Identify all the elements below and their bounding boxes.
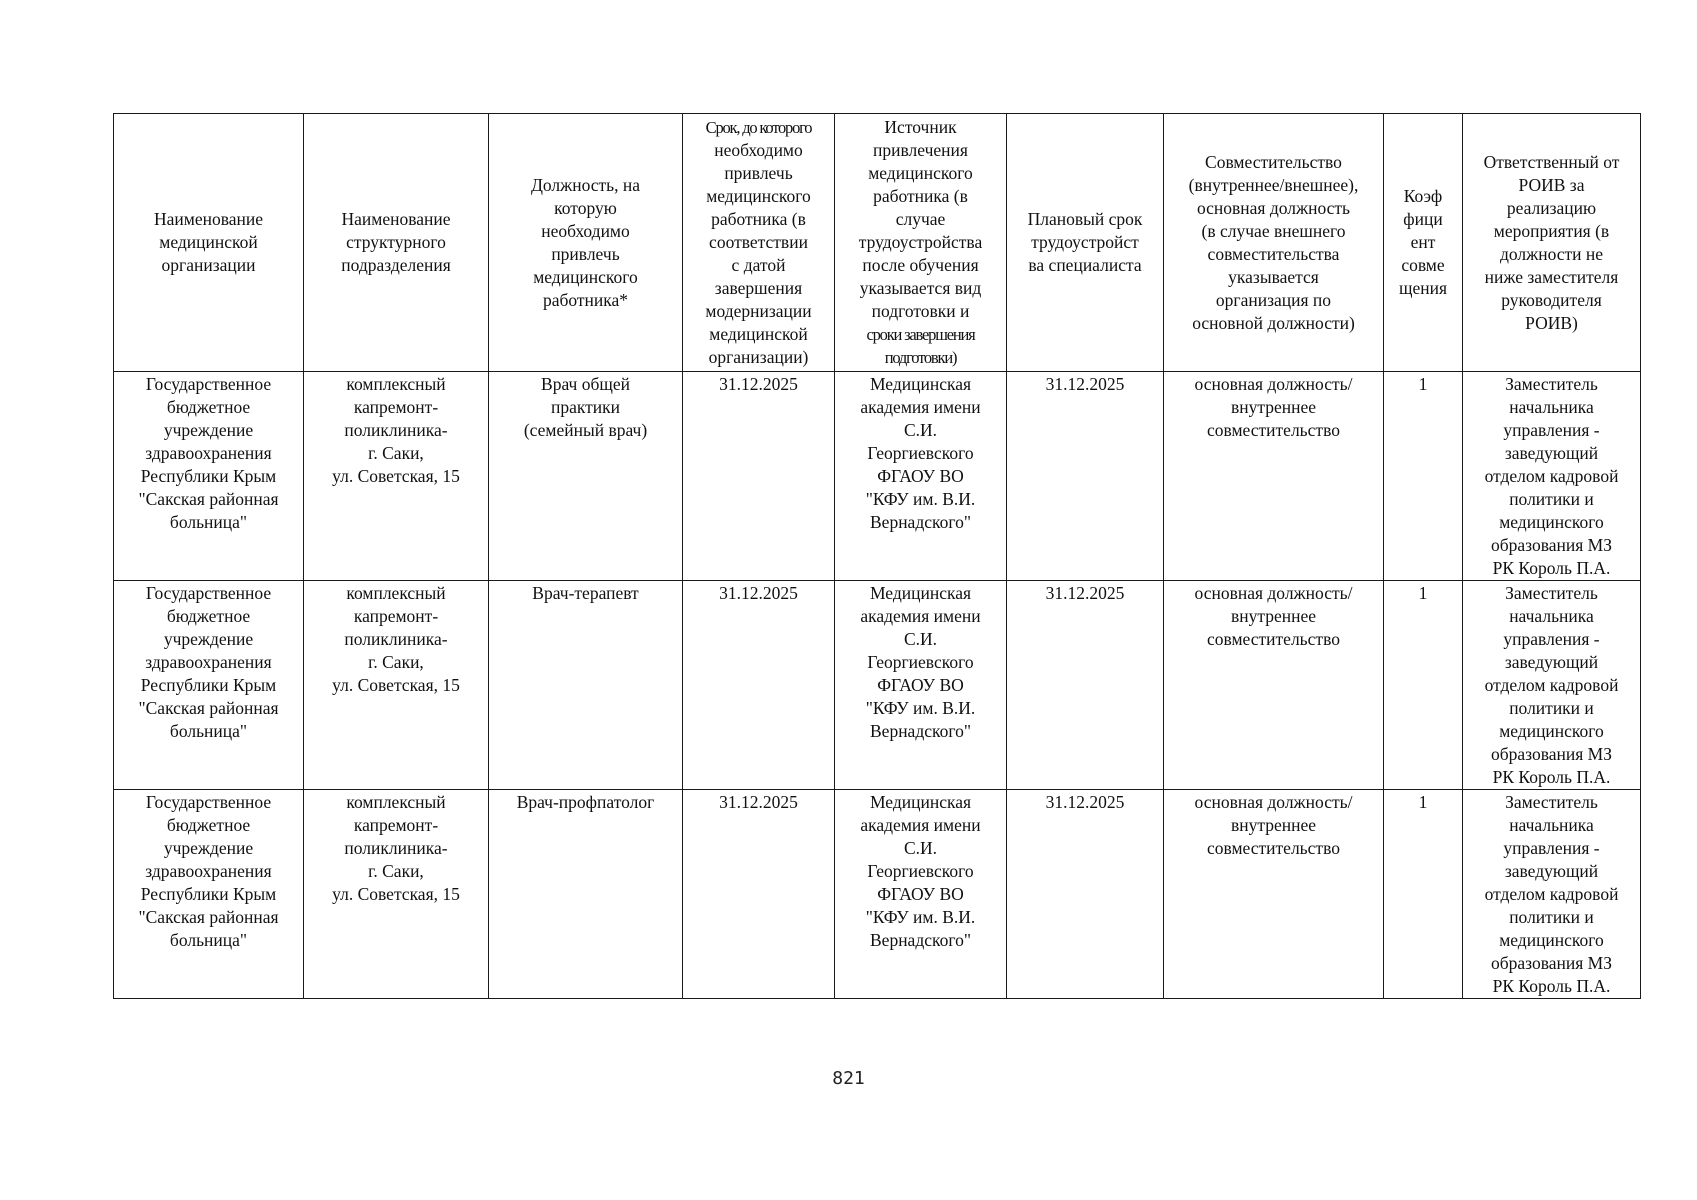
cell-deadline: 31.12.2025 xyxy=(683,372,835,581)
header-coefficient: Коэф фици ент совме щения xyxy=(1384,114,1463,372)
header-planned-date: Плановый срок трудоустройст ва специалиста xyxy=(1007,114,1164,372)
cell-coefficient: 1 xyxy=(1384,372,1463,581)
cell-combination: основная должность/ внутреннее совместительство xyxy=(1164,581,1384,790)
table-row xyxy=(114,581,1641,790)
cell-subdivision: комплексный капремонт- поликлиника- г. Саки, ул. Советская, 15 xyxy=(304,581,489,790)
cell-source: Медицинская академия имени С.И. Георгиевского ФГАОУ ВО "КФУ им. В.И. Вернадского" xyxy=(835,372,1007,581)
header-responsible: Ответственный от РОИВ за реализацию мероприятия (в должности не ниже заместителя руководителя РОИВ) xyxy=(1463,114,1641,372)
cell-subdivision: комплексный капремонт- поликлиника- г. Саки, ул. Советская, 15 xyxy=(304,790,489,999)
header-deadline-condensed: Срок, до которого xyxy=(705,118,812,137)
cell-planned-date: 31.12.2025 xyxy=(1007,581,1164,790)
cell-coefficient: 1 xyxy=(1384,581,1463,790)
cell-planned-date: 31.12.2025 xyxy=(1007,790,1164,999)
cell-organization: Государственное бюджетное учреждение здравоохранения Республики Крым "Сакская районная больница" xyxy=(114,790,304,999)
cell-source: Медицинская академия имени С.И. Георгиевского ФГАОУ ВО "КФУ им. В.И. Вернадского" xyxy=(835,790,1007,999)
header-subdivision: Наименование структурного подразделения xyxy=(304,114,489,372)
cell-combination: основная должность/ внутреннее совместительство xyxy=(1164,790,1384,999)
header-source-text: Источник привлечения медицинского работника (в случае трудоустройства после обучения указывается вид подготовки и xyxy=(858,117,983,321)
cell-responsible: Заместитель начальника управления - заведующий отделом кадровой политики и медицинского образования МЗ РК Король П.А. xyxy=(1463,581,1641,790)
cell-deadline: 31.12.2025 xyxy=(683,581,835,790)
header-source-condensed: сроки завершения подготовки) xyxy=(866,325,975,367)
header-deadline xyxy=(683,114,835,372)
cell-coefficient: 1 xyxy=(1384,790,1463,999)
header-organization: Наименование медицинской организации xyxy=(114,114,304,372)
staffing-table xyxy=(113,113,1641,999)
cell-organization: Государственное бюджетное учреждение здравоохранения Республики Крым "Сакская районная больница" xyxy=(114,581,304,790)
header-row xyxy=(114,114,1641,372)
cell-planned-date: 31.12.2025 xyxy=(1007,372,1164,581)
cell-deadline: 31.12.2025 xyxy=(683,790,835,999)
header-position: Должность, на которую необходимо привлечь медицинского работника* xyxy=(489,114,683,372)
cell-source: Медицинская академия имени С.И. Георгиевского ФГАОУ ВО "КФУ им. В.И. Вернадского" xyxy=(835,581,1007,790)
cell-combination: основная должность/ внутреннее совместительство xyxy=(1164,372,1384,581)
cell-responsible: Заместитель начальника управления - заведующий отделом кадровой политики и медицинского образования МЗ РК Король П.А. xyxy=(1463,790,1641,999)
cell-position: Врач-профпатолог xyxy=(489,790,683,999)
table-row xyxy=(114,372,1641,581)
cell-responsible: Заместитель начальника управления - заведующий отделом кадровой политики и медицинского образования МЗ РК Король П.А. xyxy=(1463,372,1641,581)
cell-subdivision: комплексный капремонт- поликлиника- г. Саки, ул. Советская, 15 xyxy=(304,372,489,581)
table-row xyxy=(114,790,1641,999)
cell-position: Врач общей практики (семейный врач) xyxy=(489,372,683,581)
cell-organization: Государственное бюджетное учреждение здравоохранения Республики Крым "Сакская районная больница" xyxy=(114,372,304,581)
header-deadline-text: необходимо привлечь медицинского работника (в соответствии с датой завершения модернизации медицинской организации) xyxy=(705,140,812,367)
page-number: 821 xyxy=(832,1068,865,1089)
header-combination: Совместительство (внутреннее/внешнее), основная должность (в случае внешнего совместительства указывается организация по основной должности) xyxy=(1164,114,1384,372)
cell-position: Врач-терапевт xyxy=(489,581,683,790)
header-source xyxy=(835,114,1007,372)
